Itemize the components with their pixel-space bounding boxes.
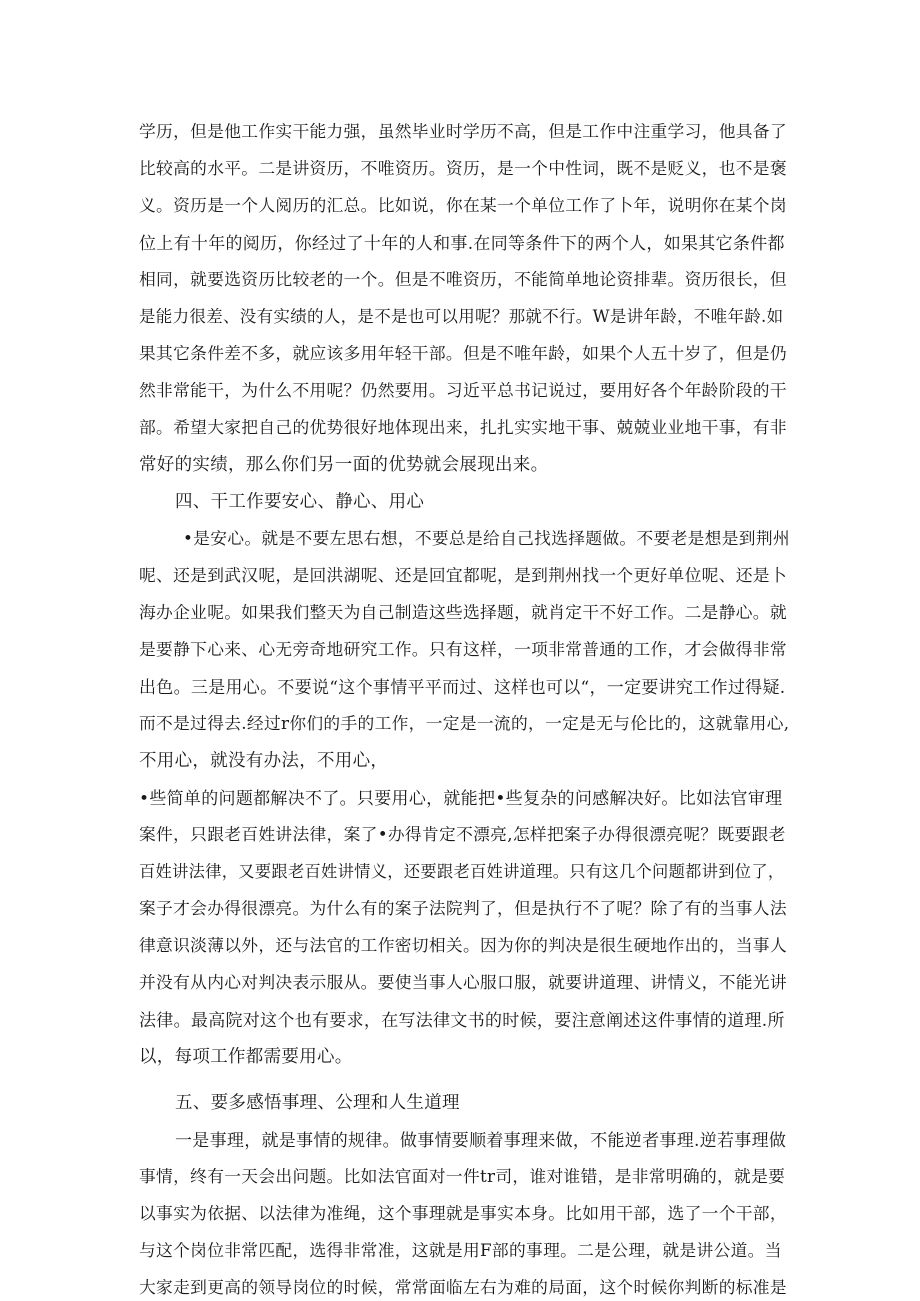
body-line: 是能力很差、没有实绩的人，是不是也可以用呢？那就不行。W是讲年龄，不唯年龄.如 [139,307,784,326]
body-line: 大家走到更高的领导岗位的时候，常常面临左右为难的局面，这个时候你判断的标准是 [139,1277,787,1297]
body-line: 位上有十年的阅历，你经过了十年的人和事.在同等条件下的两个人，如果其它条件都 [139,234,785,254]
body-line: 案子才会办得很漂亮。为什么有的案子法院判了，但是执行不了呢？除了有的当事人法 [139,898,787,918]
body-line: 出色。三是用心。不要说“这个事情平平而过、这样也可以“，一定要讲究工作过得疑. [139,678,786,698]
body-line: 法律。最高院对这个也有要求，在写法律文书的时候，要注意阐述这件事情的道理.所 [139,1011,785,1031]
body-line: 百姓讲法律，又要跟老百姓讲情义，还要跟老百姓讲道理。只有这几个问题都讲到位了， [139,862,785,881]
section-heading: 四、干工作要安心、静心、用心 [175,492,425,512]
body-line: 相同，就要选资历比较老的一个。但是不唯资历，不能简单地论资排辈。资历很长，但 [139,269,787,289]
body-line: 而不是过得去.经过r你们的手的工作，一定是一流的，一定是无与伦比的，这就靠用心, [139,713,790,733]
body-line: 部。希望大家把自己的优势很好地体现出来，扎扎实实地干事、兢兢业业地干事，有非 [139,417,787,437]
body-line: 不用心，就没有办法，不用心， [139,751,389,771]
body-line: 与这个岗位非常匹配，选得非常准，这就是用F部的事理。二是公理，就是讲公道。当 [139,1240,782,1260]
body-line: •些简单的问题都解决不了。只要用心，就能把•些复杂的问感解决好。比如法官审理 [139,789,783,809]
body-line: 学历，但是他工作实干能力强，虽然毕业时学历不高，但是工作中注重学习，他具备了 [139,121,787,141]
body-line: 比较高的水平。二是讲资历，不唯资历。资历，是一个中性词，既不是贬义，也不是褒 [139,158,787,178]
body-line: 呢、还是到武汉呢，是回洪湖呢、还是回宜都呢，是到荆州找一个更好单位呢、还是卜 [139,565,787,585]
body-line: 案件，只跟老百姓讲法律，案了•办得肯定不漂亮,怎样把案子办得很漂亮呢？既要跟老 [139,824,786,844]
body-line: 以事实为依据、以法律为准绳，这个事理就是事实本身。比如用干部，选了一个干部， [139,1203,787,1223]
body-line: 海办企业呢。如果我们整天为自己制造这些选择题，就肖定干不好工作。二是静心。就 [139,602,787,622]
body-line: 事情，终有一天会出问题。比如法官面对一件tr司，谁对谁错，是非常明确的，就是要 [139,1166,786,1186]
body-line: 然非常能干，为什么不用呢？仍然要用。习近平总书记说过，要用好各个年龄阶段的干 [139,380,787,400]
body-line: 果其它条件差不多，就应该多用年轻干部。但是不唯年龄，如果个人五十岁了，但是仍 [139,343,787,363]
body-line: 义。资历是一个人阅历的汇总。比如说，你在某一个单位工作了卜年，说明你在某个岗 [139,195,787,215]
section-heading: 五、要多感悟事理、公理和人生道理 [175,1093,460,1113]
body-line: •是安心。就是不要左思右想，不要总是给自己找选择题做。不要老是想是到荆州 [183,528,790,548]
body-line: 律意识淡薄以外，还与法官的工作密切相关。因为你的判决是很生硬地作出的，当事人 [139,935,787,955]
body-line: 一是事理，就是事情的规律。做事情要顺着事理来做，不能逆者事理.逆若事理做 [175,1131,787,1151]
body-line: 是要静下心来、心无旁奇地研究工作。只有这样，一项非常普通的工作，才会做得非常 [139,639,787,659]
body-line: 并没有从内心对判决表示服从。要使当事人心服口服，就要讲道理、讲情义，不能光讲 [139,972,787,992]
body-line: 常好的实绩，那么你们另一面的优势就会展现出来。 [139,455,549,475]
body-line: 以，每项工作都需要用心。 [139,1047,353,1067]
